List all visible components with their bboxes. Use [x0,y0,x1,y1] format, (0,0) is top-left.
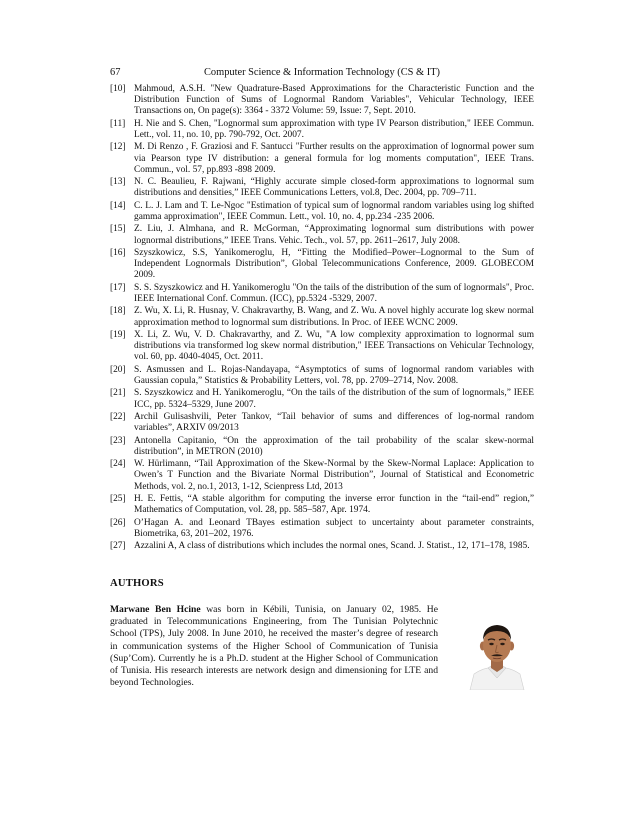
reference-number: [18] [110,306,126,317]
reference-number: [16] [110,247,126,258]
reference-item [110,494,534,516]
reference-number: [24] [110,459,126,470]
journal-title: Computer Science & Information Technology (CS & IT) [204,67,440,78]
reference-item [110,459,534,493]
reference-text: W. Hürlimann, “Tail Approximation of the Skew-Normal by the Skew-Normal Laplace: Application to Owen’s T Function and the Bivariate Normal Distribution”, Journal of Statistical and Econometric Methods, vol. 2, no.1, 2013, 1-12, Scienpress Ltd, 2013 [134,459,534,492]
author-photo [466,616,528,690]
reference-item [110,518,534,540]
running-header [110,66,534,80]
authors-heading: AUTHORS [110,578,164,589]
reference-text: Z. Wu, X. Li, R. Husnay, V. Chakravarthy, B. Wang, and Z. Wu. A novel highly accurate log skew normal approximation method to lognormal sum distributions. In Proc. of IEEE WCNC 2009. [134,306,534,328]
reference-item [110,201,534,223]
reference-item [110,436,534,458]
reference-item [110,412,534,434]
reference-text: S. Asmussen and L. Rojas-Nandayapa, “Asymptotics of sums of lognormal random variables with Gaussian copula,” Statistics & Probability Letters, vol. 78, pp. 2709–2714, Nov. 2008. [134,364,534,386]
reference-text: Azzalini A, A class of distributions which includes the normal ones, Scand. J. Statist., 12, 171–178, 1985. [134,541,530,552]
reference-text: X. Li, Z. Wu, V. D. Chakravarthy, and Z. Wu, "A low complexity approximation to lognormal sum distributions via transformed log skew normal distribution," IEEE Transactions on Vehicular Technology, vol. 60, pp. 4040-4045, Oct. 2011. [134,329,534,363]
reference-number: [20] [110,364,126,375]
reference-number: [11] [110,118,126,129]
reference-item [110,119,534,141]
reference-text: S. S. Szyszkowicz and H. Yanikomeroglu "On the tails of the distribution of the sum of lognormals", Proc. IEEE International Conf. Commun. (ICC), pp.5324 -5329, 2007. [134,282,534,304]
author-name: Marwane Ben Hcine [110,604,201,615]
reference-number: [13] [110,177,126,188]
reference-number: [27] [110,541,126,552]
author-bio-text: was born in Kébili, Tunisia, on January 02, 1985. He graduated in Telecommunications Engineering, from The Tunisian Polytechnic School (TPS), July 2008. In June 2010, he received the master’s degree of research in communication systems of the Higher School of Communication of Tunisia (Sup’Com). Currently he is a Ph.D. student at the Higher School of Communication of Tunisia. His research interests are network design and dimensioning for LTE and beyond Technologies. [110,604,438,689]
reference-number: [14] [110,200,126,211]
reference-text: H. E. Fettis, “A stable algorithm for computing the inverse error function in the “tail-end” region,” Mathematics of Computation, vol. 28, pp. 585–587, Apr. 1974. [134,493,534,516]
reference-number: [12] [110,142,126,153]
reference-item [110,224,534,246]
reference-number: [10] [110,84,126,94]
reference-item [110,306,534,328]
author-bio [110,604,438,689]
reference-text: Mahmoud, A.S.H. "New Quadrature-Based Approximations for the Characteristic Function and the Distribution Function of Sums of Lognormal Random Variables", Vehicular Technology, IEEE Transactions on, On page(s): 3364 - 3372 Volume: 59, Issue: 7, Sept. 2010. [134,84,534,117]
page-number: 67 [110,67,121,78]
reference-item [110,142,534,176]
reference-number: [25] [110,493,126,504]
reference-item [110,84,534,118]
reference-item [110,388,534,410]
reference-item [110,541,534,552]
reference-text: M. Di Renzo , F. Graziosi and F. Santucci "Further results on the approximation of lognormal power sum via Pearson type IV distribution: a general formula for log moments computation", IEEE Trans. Commun., vol. 57, pp.893 -898 2009. [134,142,534,175]
reference-number: [19] [110,329,126,340]
reference-number: [15] [110,224,126,235]
reference-text: C. L. J. Lam and T. Le-Ngoc "Estimation of typical sum of lognormal random variables using log shifted gamma approximation", IEEE Commun. Lett., vol. 10, no. 4, pp.234 -235 2006. [134,200,534,222]
reference-text: O’Hagan A. and Leonard TBayes estimation subject to uncertainty about parameter constraints, Biometrika, 63, 201–202, 1976. [134,517,534,539]
reference-text: Archil Gulisashvili, Peter Tankov, “Tail behavior of sums and differences of log-normal random variables”, ARXIV 09/2013 [134,411,534,434]
reference-list [110,84,534,554]
reference-number: [17] [110,282,126,293]
reference-item [110,177,534,199]
reference-text: N. C. Beaulieu, F. Rajwani, “Highly accurate simple closed-form approximations to lognormal sum distributions and densities,” IEEE Communications Letters, vol.8, Dec. 2004, pp. 709–711. [134,177,534,199]
reference-item [110,365,534,387]
reference-number: [26] [110,517,126,528]
reference-number: [23] [110,435,126,446]
reference-text: Z. Liu, J. Almhana, and R. McGorman, “Approximating lognormal sum distributions with power lognormal distributions,” IEEE Trans. Vehic. Tech., vol. 57, pp. 2611–2617, July 2008. [134,224,534,246]
reference-item [110,283,534,305]
reference-text: H. Nie and S. Chen, "Lognormal sum approximation with type IV Pearson distribution," IEEE Commun. Lett., vol. 11, no. 10, pp. 790-792, Oct. 2007. [134,118,534,140]
reference-text: S. Szyszkowicz and H. Yanikomeroglu, “On the tails of the distribution of the sum of lognormals,” IEEE ICC, pp. 5324–5329, June 2007. [134,388,534,410]
reference-item [110,330,534,364]
reference-number: [21] [110,388,126,399]
reference-number: [22] [110,411,126,422]
reference-text: Antonella Capitanio, “On the approximation of the tail probability of the scalar skew-normal distribution”, in METRON (2010) [134,435,534,457]
reference-item [110,248,534,282]
reference-text: Szyszkowicz, S.S, Yanikomeroglu, H, “Fitting the Modified–Power–Lognormal to the Sum of Independent Lognormals Distribution”, Global Telecommunications Conference, 2009. GLOBECOM 2009. [134,247,534,281]
